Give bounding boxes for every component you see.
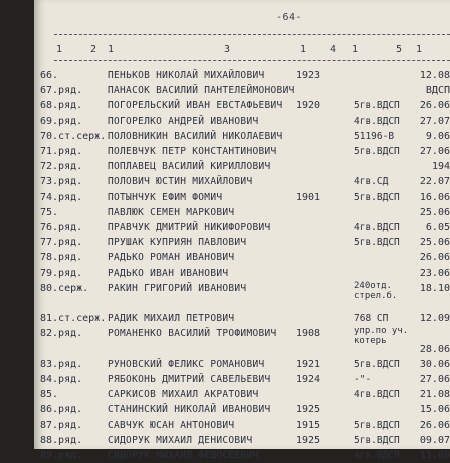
death-date: 23.06 <box>419 267 450 279</box>
table-row <box>34 129 450 144</box>
death-date: 26.06 <box>419 100 450 112</box>
row-number: 80.серж. <box>40 282 89 294</box>
death-date: 18.10 <box>419 282 450 294</box>
table-row <box>34 205 450 220</box>
person-name: ПОГОРЕЛКО АНДРЕЙ ИВАНОВИЧ <box>108 115 259 127</box>
person-name: ПЕНЬКОВ НИКОЛАЙ МИХАЙЛОВИЧ <box>108 70 265 81</box>
death-date: 27.06 <box>419 146 450 157</box>
death-date: 11.08 <box>419 450 450 461</box>
header-divider-4: 1 <box>352 44 359 55</box>
row-number: 83.ряд. <box>40 358 83 370</box>
table-row <box>34 190 450 205</box>
person-name: ПРУШАК КУПРИЯН ПАВЛОВИЧ <box>108 237 247 249</box>
table-row <box>34 235 450 250</box>
person-name: ПАВЛЮК СЕМЕН МАРКОВИЧ <box>108 206 235 218</box>
row-number: 87.ряд. <box>40 419 83 431</box>
birth-year: 1915 <box>296 419 321 431</box>
birth-year: 1925 <box>296 404 321 416</box>
death-date: ВДСП <box>425 85 450 97</box>
military-unit: 240отд. стрел.б. <box>354 280 398 301</box>
death-date: 25.06 <box>419 237 450 249</box>
row-number: 66. <box>40 70 59 81</box>
row-number: 68.ряд. <box>40 100 83 112</box>
military-unit: 5гв.ВДСП <box>354 434 400 446</box>
header-col-5: 5 <box>396 44 403 55</box>
row-number: 67.ряд. <box>40 85 83 97</box>
person-name: СТАНИНСКИЙ НИКОЛАЙ ИВАНОВИЧ <box>108 404 271 416</box>
death-date: 09.07 <box>419 434 450 446</box>
military-unit: 4гв.ВДСП <box>354 389 400 401</box>
death-date: 12.09 <box>419 313 450 325</box>
row-number: 85. <box>40 389 59 401</box>
table-row <box>34 372 450 387</box>
person-name: ПОГОРЕЛЬСКИЙ ИВАН ЕВСТАФЬЕВИЧ <box>108 100 283 112</box>
military-unit: 5гв.ВДСП <box>354 419 400 431</box>
header-col-4: 4 <box>330 44 337 55</box>
death-date: 6.05 <box>425 222 450 233</box>
military-unit: 4гв.СД <box>354 176 389 188</box>
death-date: 30.06 <box>419 358 450 370</box>
row-number: 73.ряд. <box>40 176 83 188</box>
military-unit: 5гв.ВДСП <box>354 237 400 249</box>
table-row <box>34 280 450 301</box>
person-name: ПОЛОВИЧ ЮСТИН МИХАЙЛОВИЧ <box>108 176 253 188</box>
birth-year: 1908 <box>296 328 321 340</box>
row-number: 84.ряд. <box>40 374 83 385</box>
table-row <box>34 296 450 311</box>
death-date: 9.06 <box>425 130 450 142</box>
person-name: РАДИК МИХАИЛ ПЕТРОВИЧ <box>108 313 235 325</box>
person-name: СИДОРУК МИХАИЛ ДЕНИСОВИЧ <box>108 434 253 446</box>
header-divider-5: 1 <box>416 44 423 55</box>
table-row <box>34 448 450 463</box>
table-row <box>34 433 450 448</box>
table-row <box>34 250 450 265</box>
table-row <box>34 174 450 189</box>
row-number: 71.ряд. <box>40 146 83 157</box>
table-row <box>34 83 450 98</box>
death-date: 16.06 <box>419 191 450 203</box>
person-name: ПОТЫНЧУК ЕФИМ ФОМИЧ <box>108 191 223 203</box>
birth-year: 1923 <box>296 70 321 81</box>
person-name: РУНОВСКИЙ ФЕЛИКС РОМАНОВИЧ <box>108 358 265 370</box>
military-unit: 4гв.ВДСП <box>354 450 400 461</box>
person-name: САРКИСОВ МИХАИЛ АКРАТОВИЧ <box>108 389 259 401</box>
birth-year: 1921 <box>296 358 321 370</box>
death-date: 28.06 <box>419 343 450 355</box>
table-row <box>34 98 450 113</box>
row-number: 77.ряд. <box>40 237 83 249</box>
header-col-2: 2 <box>90 44 97 55</box>
header-bottom-rule <box>54 60 450 61</box>
table-row <box>34 68 450 83</box>
death-date: 15.06 <box>419 404 450 416</box>
military-unit: упр.по уч. котерь <box>354 326 409 347</box>
person-name: РАДЬКО ИВАН ИВАНОВИЧ <box>108 267 229 279</box>
military-unit: 5гв.ВДСП <box>354 191 400 203</box>
table-row <box>34 311 450 326</box>
death-date: 22.07 <box>419 176 450 188</box>
person-name: ПРАВЧУК ДМИТРИЙ НИКИФОРОВИЧ <box>108 222 271 233</box>
military-unit: 4гв.ВДСП <box>354 115 400 127</box>
header-col-3: 3 <box>224 44 231 55</box>
row-number: 82.ряд. <box>40 328 83 340</box>
table-row <box>34 342 450 357</box>
death-date: 12.08 <box>419 70 450 81</box>
row-number: 74.ряд. <box>40 191 83 203</box>
row-number: 86.ряд. <box>40 404 83 416</box>
header-divider-3: 1 <box>300 44 307 55</box>
military-unit: -"- <box>354 374 372 385</box>
table-row <box>34 266 450 281</box>
table-row <box>34 402 450 417</box>
death-date: 26.06 <box>419 252 450 264</box>
table-header <box>34 42 450 58</box>
row-number: 75. <box>40 206 59 218</box>
person-name: РАКИН ГРИГОРИЙ ИВАНОВИЧ <box>108 282 247 294</box>
row-number: 88.ряд. <box>40 434 83 446</box>
row-number: 69.ряд. <box>40 115 83 127</box>
person-name: РАДЬКО РОМАН ИВАНОВИЧ <box>108 252 235 264</box>
death-date: 21.08 <box>419 389 450 401</box>
person-name: САВЧУК ЮСАН АНТОНОВИЧ <box>108 419 235 431</box>
birth-year: 1920 <box>296 100 321 112</box>
table-row <box>34 357 450 372</box>
header-divider-2: 1 <box>108 44 115 55</box>
table-row <box>34 418 450 433</box>
death-date: 27.07 <box>419 115 450 127</box>
document-page <box>34 0 450 461</box>
person-name: СИДОРУК МИХАИЛ ФЕДОСЕЕВИЧ <box>108 450 259 461</box>
death-date: 27.06 <box>419 374 450 385</box>
military-unit: 5гв.ВДСП <box>354 358 400 370</box>
person-name: РЯБОКОНЬ ДМИТРИЙ САВЕЛЬЕВИЧ <box>108 374 271 385</box>
table-row <box>34 144 450 159</box>
row-number: 72.ряд. <box>40 161 83 173</box>
table-row <box>34 114 450 129</box>
military-unit: 768 СП <box>354 313 389 325</box>
death-date: 25.06 <box>419 206 450 218</box>
person-name: РОМАНЕНКО ВАСИЛИЙ ТРОФИМОВИЧ <box>108 328 277 340</box>
birth-year: 1901 <box>296 191 321 203</box>
header-top-rule <box>54 34 450 35</box>
military-unit: 5гв.ВДСП <box>354 100 400 112</box>
header-col-1: 1 <box>56 44 63 55</box>
table-row <box>34 220 450 235</box>
table-row <box>34 326 450 347</box>
row-number: 81.ст.серж. <box>40 313 107 325</box>
military-unit: 51196-В <box>354 130 395 142</box>
row-number: 70.ст.серж. <box>40 130 107 142</box>
military-unit: 5гв.ВДСП <box>354 146 400 157</box>
birth-year: 1924 <box>296 374 321 385</box>
military-unit: 4гв.ВДСП <box>354 222 400 233</box>
person-name: ПОЛОВНИКИН ВАСИЛИЙ НИКОЛАЕВИЧ <box>108 130 283 142</box>
page-number: -64- <box>276 12 303 23</box>
person-name: ПОЛЕВЧУК ПЕТР КОНСТАНТИНОВИЧ <box>108 146 277 157</box>
person-name: ПОПЛАВЕЦ ВАСИЛИЙ КИРИЛЛОВИЧ <box>108 161 271 173</box>
row-number: 76.ряд. <box>40 222 83 233</box>
table-row <box>34 387 450 402</box>
table-row <box>34 159 450 174</box>
row-number: 89.ряд. <box>40 450 83 461</box>
death-date: 194 <box>431 161 450 173</box>
death-date: 26.06 <box>419 419 450 431</box>
person-name: ПАНАСОК ВАСИЛИЙ ПАНТЕЛЕЙМОНОВИЧ <box>108 85 295 97</box>
row-number: 78.ряд. <box>40 252 83 264</box>
birth-year: 1925 <box>296 434 321 446</box>
row-number: 79.ряд. <box>40 267 83 279</box>
